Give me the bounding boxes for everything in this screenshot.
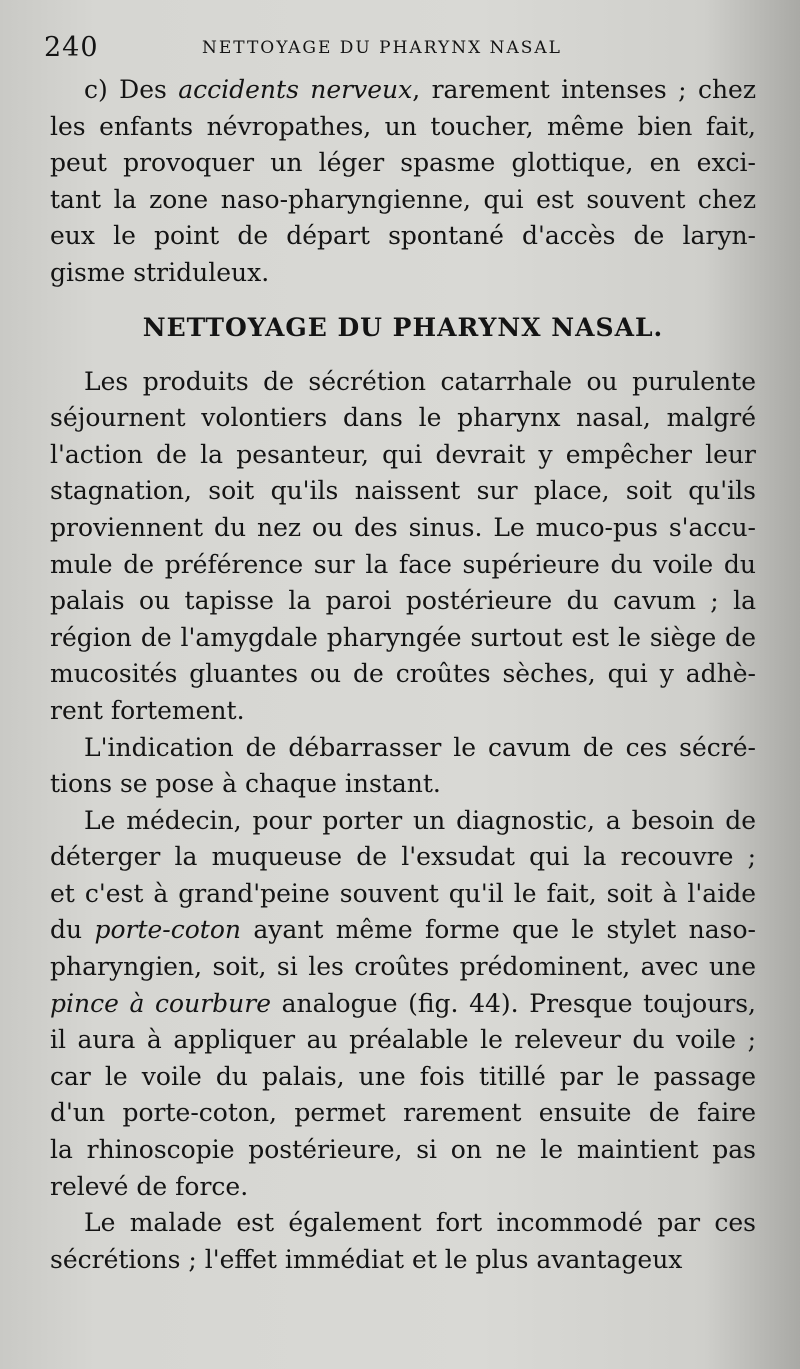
- text-run: car le voile du palais, une fois titillé par le passage: [50, 1061, 756, 1091]
- text-line: [50, 949, 756, 986]
- paragraph: [50, 803, 756, 1206]
- text-run: du: [50, 915, 95, 945]
- text-run: mucosités gluantes ou de croûtes sèches, qui y adhè-: [50, 659, 756, 689]
- paragraph: [50, 730, 756, 803]
- text-line: [50, 1095, 756, 1132]
- text-run: pharyngien, soit, si les croûtes prédominent, avec une: [50, 952, 756, 982]
- text-line: [50, 473, 756, 510]
- text-run: région de l'amygdale pharyngée surtout est le siège de: [50, 622, 756, 652]
- text-line: [50, 364, 756, 401]
- page-number: 240: [44, 32, 99, 63]
- text-line: [50, 1205, 756, 1242]
- text-run: analogue (fig. 44). Presque toujours,: [271, 988, 757, 1018]
- text-line: [50, 1242, 756, 1279]
- text-line: [50, 182, 756, 219]
- text-run: Le médecin, pour porter un diagnostic, a besoin de: [84, 805, 756, 835]
- text-run: tions se pose à chaque instant.: [50, 769, 441, 799]
- text-line: [50, 109, 756, 146]
- paragraph: [50, 1205, 756, 1278]
- text-line: [50, 547, 756, 584]
- text-line: [50, 1132, 756, 1169]
- text-run: sécrétions ; l'effet immédiat et le plus avantageux: [50, 1244, 683, 1274]
- text-run: déterger la muqueuse de l'exsudat qui la recouvre ;: [50, 842, 756, 872]
- text-line: [50, 1059, 756, 1096]
- running-title: NETTOYAGE DU PHARYNX NASAL: [202, 38, 562, 58]
- text-run: la rhinoscopie postérieure, si on ne le maintient pas: [50, 1135, 756, 1165]
- text-line: [50, 437, 756, 474]
- text-run: c) Des: [84, 75, 179, 104]
- text-run: peut provoquer un léger spasme glottique, en exci-: [50, 148, 756, 178]
- page-body: [50, 72, 756, 1278]
- text-line: [50, 255, 756, 292]
- text-line: [50, 1169, 756, 1206]
- text-line: [50, 839, 756, 876]
- text-line: [50, 693, 756, 730]
- text-run: relevé de force.: [50, 1171, 249, 1201]
- text-line: [50, 803, 756, 840]
- running-head: [44, 30, 764, 66]
- text-run: séjournent volontiers dans le pharynx nasal, malgré: [50, 403, 756, 433]
- text-line: [50, 400, 756, 437]
- text-line: [50, 620, 756, 657]
- text-line: [50, 1022, 756, 1059]
- text-line: [50, 72, 756, 109]
- text-line: [50, 656, 756, 693]
- text-line: [50, 583, 756, 620]
- text-run: rent fortement.: [50, 695, 245, 725]
- text-run: ayant même forme que le stylet naso-: [240, 915, 756, 945]
- text-line: [50, 730, 756, 767]
- text-line: [50, 218, 756, 255]
- text-line: [50, 986, 756, 1023]
- text-line: [50, 510, 756, 547]
- text-run: tant la zone naso-pharyngienne, qui est souvent chez: [50, 184, 756, 214]
- text-run: gisme striduleux.: [50, 257, 270, 287]
- text-line: [50, 876, 756, 913]
- text-run: il aura à appliquer au préalable le releveur du voile ;: [50, 1025, 756, 1055]
- text-run: et c'est à grand'peine souvent qu'il le fait, soit à l'aide: [50, 878, 756, 908]
- text-run: palais ou tapisse la paroi postérieure du cavum ; la: [50, 586, 756, 616]
- section-heading: NETTOYAGE DU PHARYNX NASAL.: [142, 312, 664, 342]
- italic-term: pince à courbure: [50, 988, 272, 1018]
- text-run: l'action de la pesanteur, qui devrait y empêcher leur: [50, 439, 756, 469]
- italic-term: accidents nerveux: [178, 75, 413, 104]
- text-run: proviennent du nez ou des sinus. Le muco-pus s'accu-: [50, 512, 756, 542]
- text-run: , rarement intenses ; chez: [412, 75, 757, 104]
- text-run: Les produits de sécrétion catarrhale ou purulente: [84, 366, 756, 396]
- text-line: [50, 145, 756, 182]
- paragraphs: [50, 364, 756, 1279]
- italic-term: porte-coton: [94, 915, 241, 945]
- text-run: les enfants névropathes, un toucher, même bien fait,: [50, 111, 756, 141]
- text-run: Le malade est également fort incommodé par ces: [84, 1208, 756, 1238]
- text-run: d'un porte-coton, permet rarement ensuite de faire: [50, 1098, 756, 1128]
- text-run: eux le point de départ spontané d'accès de laryn-: [50, 221, 756, 251]
- section-c-paragraph: [50, 72, 756, 292]
- text-run: L'indication de débarrasser le cavum de ces sécré-: [84, 732, 756, 762]
- paragraph: [50, 364, 756, 730]
- text-line: [50, 766, 756, 803]
- text-run: mule de préférence sur la face supérieure du voile du: [50, 549, 756, 579]
- text-line: [50, 912, 756, 949]
- text-run: stagnation, soit qu'ils naissent sur place, soit qu'ils: [50, 476, 756, 506]
